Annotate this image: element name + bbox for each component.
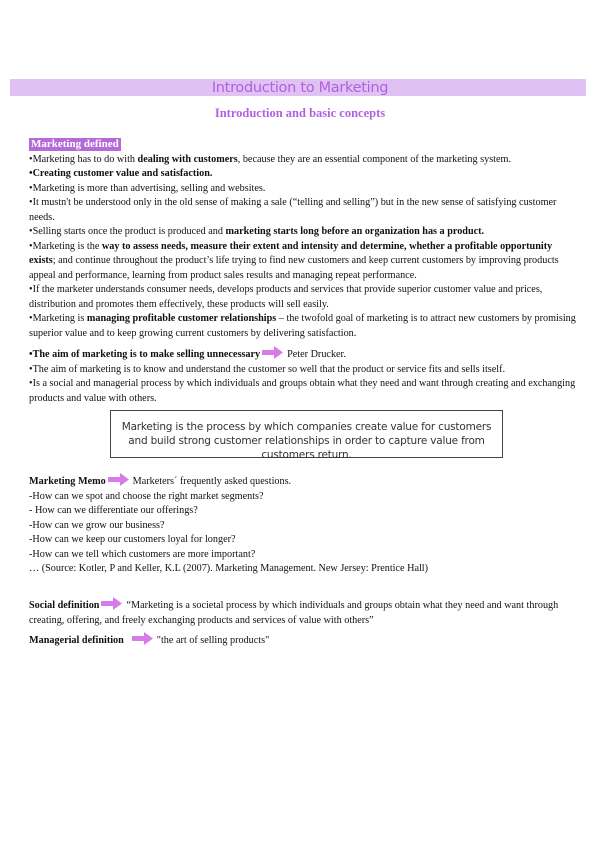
definitions-section <box>29 597 581 649</box>
definition-box: Marketing is the process by which companies create value for customers and build strong customer relationships in order to capture value from customers return. <box>110 410 503 458</box>
list-item: - How can we differentiate our offerings? <box>29 505 198 516</box>
section-heading-marketing-defined: Marketing defined <box>31 138 119 150</box>
page-title: Introduction to Marketing <box>211 80 389 96</box>
memo-heading: Marketing Memo <box>29 476 106 487</box>
list-item: -How can we spot and choose the right market segments? <box>29 490 264 502</box>
right-arrow-icon <box>262 346 283 359</box>
paragraph: •Marketing is more than advertising, selling and websites. <box>29 182 266 194</box>
social-definition: Social definition “Marketing is a societal process by which individuals and groups obtain what they need and want through creating, offering, and freely exchanging products and services of value with others” <box>29 597 581 628</box>
paragraph: •Is a social and managerial process by which individuals and groups obtain what they need and want through creating and exchanging products and value with others. <box>29 378 576 404</box>
list-item: -How can we keep our customers loyal for longer? <box>29 534 236 545</box>
paragraph: •Marketing has to do with dealing with customers, because they are an essential component of the marketing system. <box>29 153 512 165</box>
paragraph: •Marketing is managing profitable customer relationships – the twofold goal of marketing is to attract new customers by promising superior value and to keep growing current customers by delivering satisfaction. <box>29 313 576 339</box>
list-item: -How can we grow our business? <box>29 519 165 531</box>
memo-heading-line: Marketing Memo Marketers´ frequently asked questions. <box>29 473 581 490</box>
right-arrow-icon <box>132 632 153 645</box>
managerial-definition: Managerial definition "the art of selling products" <box>29 632 581 649</box>
paragraph: •Creating customer value and satisfaction. <box>29 168 213 179</box>
memo-source: … (Source: Kotler, P and Keller, K.L (2007). Marketing Management. New Jersey: Prentice Hall) <box>29 563 429 574</box>
list-item: -How can we tell which customers are more important? <box>29 548 256 560</box>
paragraph: •Selling starts once the product is produced and marketing starts long before an organization has a product. <box>29 226 485 237</box>
paragraph: •The aim of marketing is to make selling unnecessary Peter Drucker. <box>29 346 581 363</box>
paragraph: •If the marketer understands consumer needs, develops products and services that provide superior customer value and prices, distribution and promotes them effectively, these products will sell easily. <box>29 284 543 310</box>
paragraph: •The aim of marketing is to know and understand the customer so well that the product or service fits and sells itself. <box>29 363 506 375</box>
marketing-defined-section <box>29 138 581 406</box>
paragraph: •It mustn't be understood only in the old sense of making a sale (“telling and selling”) but in the new sense of satisfying customer needs. <box>29 197 557 223</box>
page-subtitle: Introduction and basic concepts <box>214 106 386 120</box>
right-arrow-icon <box>101 597 122 610</box>
paragraph: •Marketing is the way to assess needs, measure their extent and intensity and determine, whether a profitable opportunity exists; and continue throughout the product’s life trying to find new customers and keep current customers by improving products appeal and performance, learning from product sales results and managing repeat performance. <box>29 240 559 281</box>
marketing-memo-section <box>29 473 581 577</box>
right-arrow-icon <box>108 473 129 486</box>
